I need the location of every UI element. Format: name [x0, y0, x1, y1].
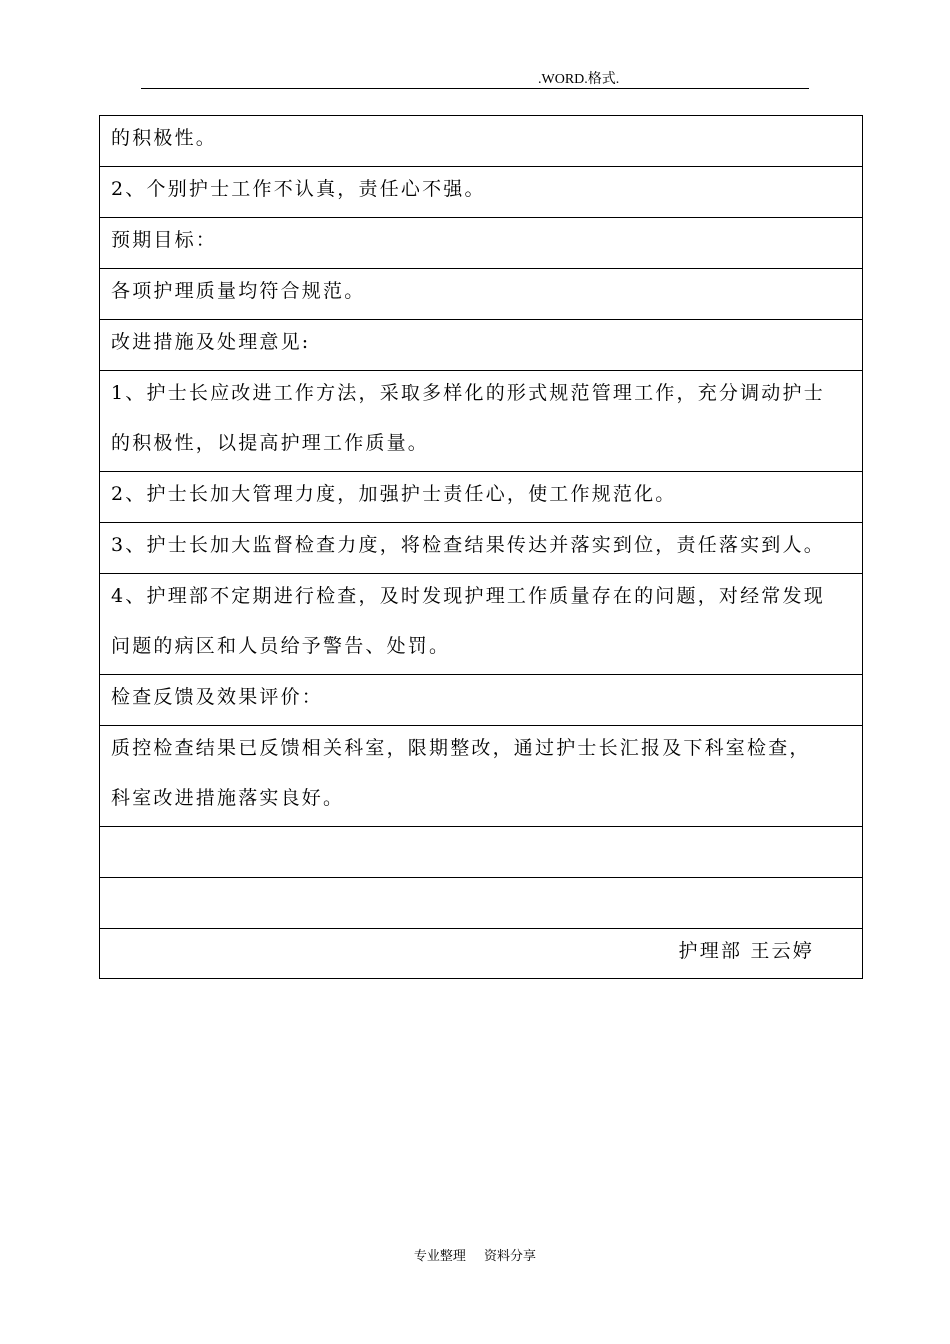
- table-row-empty: [100, 827, 862, 878]
- table-row: [100, 472, 862, 523]
- row-text: 的积极性。: [111, 127, 218, 149]
- table-row: [100, 218, 862, 269]
- table-row: [100, 523, 862, 574]
- section-heading-improvement-measures: 改进措施及处理意见:: [111, 331, 311, 353]
- row-text: 各项护理质量均符合规范。: [111, 280, 366, 302]
- row-text: 质控检查结果已反馈相关科室，限期整改，通过护士长汇报及下科室检查，: [111, 737, 811, 759]
- row-text: 的积极性，以提高护理工作质量。: [111, 432, 430, 454]
- row-text: 2、护士长加大管理力度，加强护士责任心，使工作规范化。: [111, 483, 677, 505]
- page-footer-text: 专业整理 资料分享: [413, 1249, 537, 1264]
- report-table: [99, 115, 863, 979]
- table-row: [100, 726, 862, 827]
- table-row: [100, 269, 862, 320]
- section-heading-feedback-evaluation: 检查反馈及效果评价：: [111, 686, 324, 708]
- row-text: 2、个别护士工作不认真，责任心不强。: [111, 178, 486, 200]
- table-row: [100, 675, 862, 726]
- header-rule: [141, 88, 809, 89]
- table-row: [100, 371, 862, 472]
- table-row-empty: [100, 878, 862, 929]
- table-row: [100, 574, 862, 675]
- row-text: 1、护士长应改进工作方法，采取多样化的形式规范管理工作，充分调动护士: [111, 382, 825, 404]
- row-text: 科室改进措施落实良好。: [111, 787, 345, 809]
- signature-row: [100, 929, 862, 979]
- row-text: 3、护士长加大监督检查力度，将检查结果传达并落实到位，责任落实到人。: [111, 534, 825, 556]
- signature-text: 护理部 王云婷: [678, 940, 814, 962]
- page-header-text: .WORD.格式.: [538, 72, 620, 87]
- row-text: 问题的病区和人员给予警告、处罚。: [111, 635, 451, 657]
- table-row: [100, 116, 862, 167]
- table-row: [100, 167, 862, 218]
- section-heading-expected-goal: 预期目标：: [111, 229, 218, 251]
- table-row: [100, 320, 862, 371]
- row-text: 4、护理部不定期进行检查，及时发现护理工作质量存在的问题，对经常发现: [111, 585, 825, 607]
